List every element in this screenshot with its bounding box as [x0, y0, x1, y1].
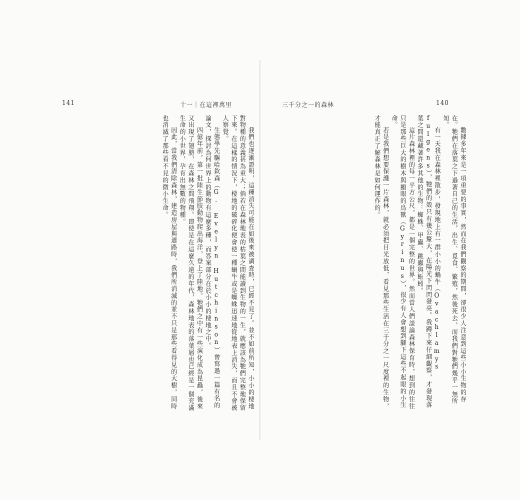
page-gutter [259, 60, 261, 440]
left-paragraph: 因此，當我們清除森林，建造房屋與道路時，我們所消滅的並不只是那些看得見的大樹，同時也消滅了那些看不見的微小生命。 [161, 115, 177, 410]
left-running-head: 十一｜在這裡萬里 [180, 102, 233, 109]
left-page-body [64, 115, 254, 415]
right-paragraph: 有一天我在森林裡散步，發現地上有一群小小的蝸牛（Ovachlamys fulgens），牠們的殼只有幾公釐大，在陽光下閃閃發亮。我蹲下來仔細觀察，才發現落葉之間還藏著許多其他的生物：蜘蛛、甲蟲、跳蟲與蚯蚓。 [416, 115, 441, 409]
right-page-number: 140 [436, 100, 449, 107]
left-paragraph: 我們也逐漸證明，這種消失可能在如後來被調查時，已經不見了。並不如前所知，小小的棲地對物種的意義甚為重大；倘若在森林地表的枯葉之間能讀到生物的一生，就應該為牠們完整地保留下來。在這樣的情況下，棲地的破碎化便會使一種蝸牛或是蜘蛛迅速地從地表上消失，而且不會被人察覺。 [221, 115, 254, 412]
left-paragraph: 四億年前，第一批陸生節肢動物爬出海洋，登上了陸地。牠們之中有一些演化成為昆蟲，後來又出現了翅膀，在森林之間飛翔。即使是在這麼久遠的年代，森林地表的落葉層也已經是一個充滿生命的小世界，孕育出無數的物種。 [178, 115, 203, 412]
right-page-body [282, 115, 466, 415]
right-paragraph: 數據多年來是一項重要的事實，然而在我們觀察的期間，卻很少人注意到這些小小生物的存在。牠們在落葉之下過著自己的生活，出生、覓食、繁殖，然後死去，而我們對牠們幾乎一無所知。 [441, 115, 466, 405]
right-paragraph: 這片森林裡的每一平方公尺，都是一個完整的世界。然而當人們談論森林保育時，想到的往往只是那些巨大的樹木與顯眼的鳥獸（Gyrinus），很少有人會想到腳下這些不起眼的小生命。 [390, 115, 415, 410]
left-page-number: 141 [62, 100, 75, 107]
left-paragraph: 生態學先驅哈欽森（G. Evelyn Hutchinson）曾寫過一篇有名的論文，探討為何世界上的動物有這麼多種，而答案部分在於小小的棲地之中。 [204, 115, 220, 410]
right-paragraph: 若是我們想要保護一片森林，就必須把目光放低，看見那些生活在三千分之一尺度裡的生物，才能真正了解森林是如何運作的。 [373, 115, 389, 410]
right-running-head: 三千分之一的森林 [282, 102, 335, 109]
